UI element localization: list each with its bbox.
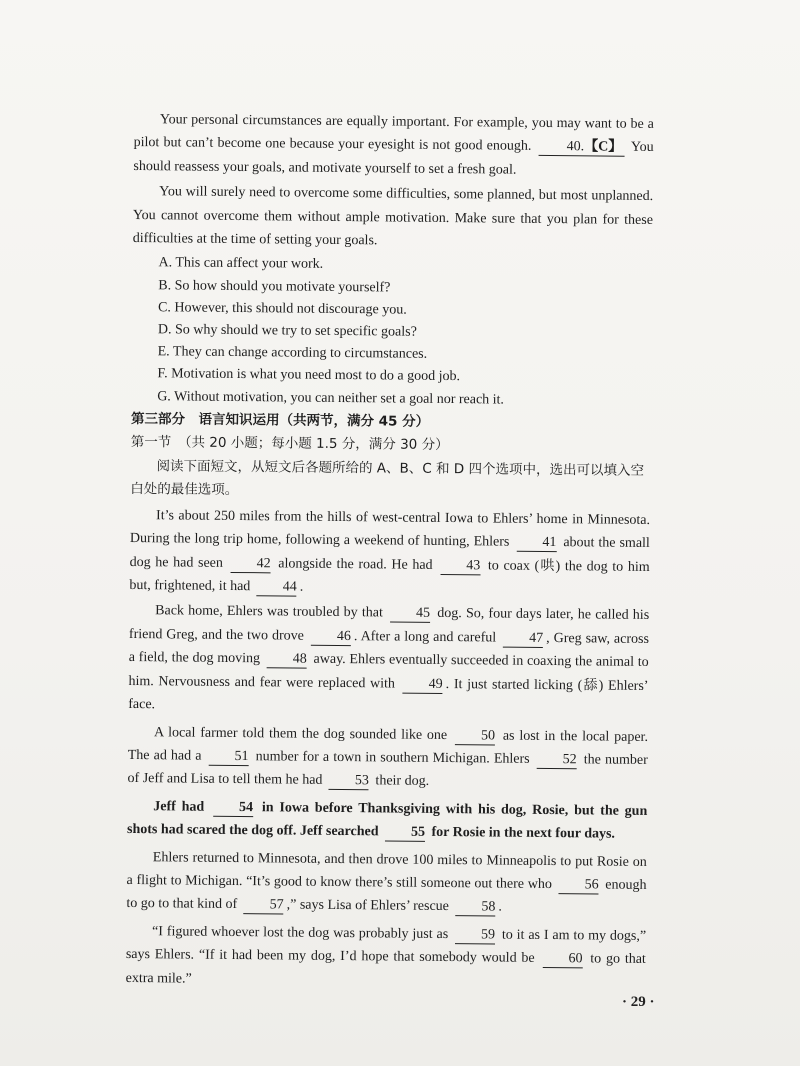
cloze-text: to go that extra mile.” (125, 951, 646, 987)
blank-56: 56 (559, 877, 599, 894)
section-instruction: 阅读下面短文，从短文后各题所给的 A、B、C 和 D 四个选项中，选出可以填入空白处的最佳选项。 (130, 458, 645, 499)
cloze-paragraph-6 (126, 920, 647, 995)
paragraph-text: You should reassess your goals, and motivate yourself to set a fresh goal. (133, 140, 654, 178)
blank-47: 47 (503, 630, 543, 647)
reading-paragraph-1 (133, 108, 654, 183)
option-list (131, 252, 652, 412)
cloze-text: number for a town in southern Michigan. Ehlers (255, 749, 530, 767)
blank-60: 60 (542, 951, 582, 968)
cloze-text: It’s about 250 miles from the hills of west-central Iowa to Ehlers’ home in Minnesota. During the long trip home, following a weekend of hunting, Ehlers (129, 508, 651, 550)
reading-paragraph-2: You will surely need to overcome some difficulties, some planned, but most unplanned. You cannot overcome them without ample motivation. Make sure that you plan for these difficulties at the time of setting your goals. (132, 184, 654, 249)
answer-letter: 【C】 (584, 139, 623, 156)
cloze-paragraph-3 (127, 720, 648, 795)
blank-42: 42 (231, 556, 271, 573)
blank-50: 50 (455, 728, 495, 745)
cloze-text: . (299, 579, 304, 595)
cloze-text: . It just started licking (舔) Ehlers’ face. (128, 676, 649, 713)
cloze-text: A local farmer told them the dog sounded like one (153, 724, 448, 743)
cloze-text: away. Ehlers eventually succeeded in coaxing the animal to him. Nervousness and fear were replaced with (128, 652, 649, 692)
blank-57: 57 (244, 897, 284, 914)
cloze-text: alongside the road. He had (278, 556, 433, 573)
cloze-text: in Iowa before Thanksgiving with his dog, Rosie, but the gun shots had scared the dog off. Jeff searched (127, 799, 648, 840)
page-content (126, 108, 654, 995)
cloze-text: as lost in the local paper. The ad had a (127, 728, 649, 764)
blank-59: 59 (455, 927, 495, 944)
blank-46: 46 (311, 629, 351, 646)
cloze-text: Back home, Ehlers was troubled by that (155, 603, 383, 621)
blank-54: 54 (213, 800, 253, 817)
option-a: A. This can affect your work. (158, 255, 324, 273)
cloze-text: enough to go to that kind of (126, 877, 647, 913)
page-number: · 29 · (622, 994, 655, 1010)
option-e: E. They can change according to circumstances. (157, 344, 428, 363)
cloze-text: the number of Jeff and Lisa to tell them he had (127, 752, 648, 789)
blank-48: 48 (267, 652, 307, 669)
cloze-text: ,” says Lisa of Ehlers’ rescue (286, 897, 449, 915)
option-d: D. So why should we try to set specific goals? (157, 322, 417, 340)
answer-blank-40 (539, 139, 625, 157)
option-g: G. Without motivation, you can neither set a goal nor reach it. (157, 388, 505, 408)
cloze-text: Ehlers returned to Minnesota, and then drove 100 miles to Minneapolis to put Rosie on a flight to Michigan. “It’s good to know there’s still someone out there who (126, 849, 647, 892)
blank-51: 51 (208, 749, 248, 766)
blank-44: 44 (257, 579, 297, 596)
paragraph-text: Your personal circumstances are equally important. For example, you may want to be a pilot but can’t become one because your eyesight is not good enough. (133, 112, 654, 155)
cloze-text: . (498, 899, 502, 915)
cloze-paragraph-5 (126, 846, 647, 921)
cloze-text: . After a long and careful (353, 629, 497, 646)
blank-58: 58 (455, 899, 495, 916)
option-b: B. So how should you motivate yourself? (158, 277, 391, 296)
blank-53: 53 (329, 773, 369, 790)
cloze-text: “I figured whoever lost the dog was probably just as (152, 923, 449, 942)
section-title: 第三部分 语言知识运用（共两节，满分 45 分） (130, 410, 430, 430)
blank-41: 41 (516, 535, 556, 552)
option-f: F. Motivation is what you need most to do a good job. (157, 366, 461, 385)
blank-45: 45 (390, 606, 430, 623)
option-c: C. However, this should not discourage you. (158, 300, 407, 318)
cloze-text: Jeff had (153, 798, 205, 815)
blank-43: 43 (440, 558, 480, 575)
cloze-text: for Rosie in the next four days. (431, 825, 616, 842)
blank-55: 55 (385, 825, 425, 842)
section-subtitle: 第一节 （共 20 小题；每小题 1.5 分，满分 30 分） (130, 434, 449, 454)
answer-number: 40. (566, 139, 585, 155)
cloze-paragraph-4 (127, 795, 647, 847)
blank-49: 49 (403, 676, 443, 693)
cloze-paragraph-1 (129, 504, 650, 603)
cloze-text: dog. So, four days later, he called his friend Greg, and the two drove (128, 606, 650, 644)
cloze-text: to it as I am to my dogs,” says Ehlers. “If it had been my dog, I’d hope that somebody would be (125, 927, 647, 967)
cloze-text: their dog. (375, 773, 430, 790)
cloze-paragraph-2 (128, 599, 649, 721)
blank-52: 52 (537, 752, 577, 769)
cloze-text: about the small dog he had seen (129, 535, 650, 571)
cloze-text: to coax (哄) the dog to him but, frightened, it had (129, 558, 650, 595)
cloze-text: , Greg saw, across a field, the dog moving (128, 630, 650, 667)
